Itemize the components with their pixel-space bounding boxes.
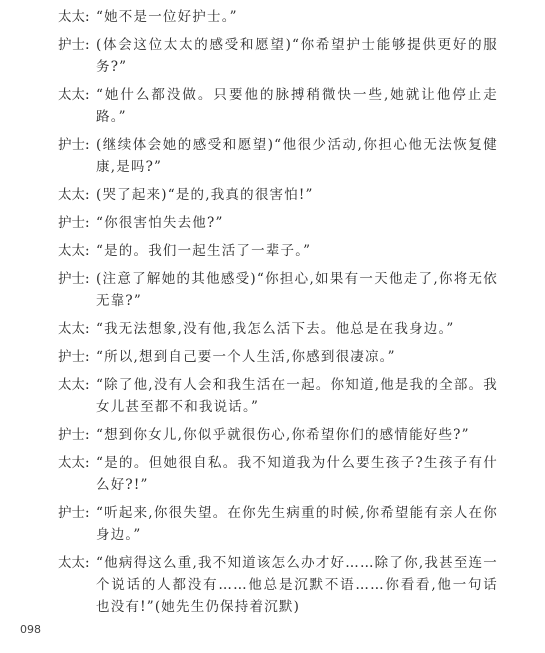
speech-text: (体会这位太太的感受和愿望)“你希望护士能够提供更好的服务?” xyxy=(96,37,498,75)
dialogue-turn xyxy=(58,502,498,546)
speech-text: (哭了起来)“是的,我真的很害怕!” xyxy=(96,187,314,203)
dialogue xyxy=(58,6,498,624)
speaker-label: 护士: xyxy=(58,427,90,443)
dialogue-turn xyxy=(58,240,498,262)
dialogue-turn xyxy=(58,552,498,618)
speaker-label: 护士: xyxy=(58,215,90,231)
dialogue-turn xyxy=(58,212,498,234)
speaker-label: 太太: xyxy=(58,9,90,25)
dialogue-turn xyxy=(58,318,498,340)
speech-text: (注意了解她的其他感受)“你担心,如果有一天他走了,你将无依无靠?” xyxy=(96,271,498,309)
speaker-label: 太太: xyxy=(58,187,90,203)
speech-text: “我无法想象,没有他,我怎么活下去。他总是在我身边。” xyxy=(96,321,455,337)
speaker-label: 护士: xyxy=(58,271,90,287)
speaker-label: 太太: xyxy=(58,455,90,471)
dialogue-turn xyxy=(58,134,498,178)
speech-text: “是的。但她很自私。我不知道我为什么要生孩子?生孩子有什么好?!” xyxy=(96,455,498,493)
speaker-label: 护士: xyxy=(58,349,90,365)
speaker-label: 太太: xyxy=(58,87,90,103)
dialogue-turn xyxy=(58,34,498,78)
dialogue-turn xyxy=(58,424,498,446)
speaker-label: 太太: xyxy=(58,321,90,337)
dialogue-turn xyxy=(58,6,498,28)
speaker-label: 太太: xyxy=(58,243,90,259)
speech-text: “她不是一位好护士。” xyxy=(96,9,238,25)
dialogue-turn xyxy=(58,268,498,312)
speaker-label: 太太: xyxy=(58,555,90,571)
speech-text: “想到你女儿,你似乎就很伤心,你希望你们的感情能好些?” xyxy=(96,427,470,443)
speech-text: “所以,想到自己要一个人生活,你感到很凄凉。” xyxy=(96,349,396,365)
dialogue-turn xyxy=(58,346,498,368)
speech-text: “除了他,没有人会和我生活在一起。你知道,他是我的全部。我女儿甚至都不和我说话。” xyxy=(96,377,498,415)
speaker-label: 护士: xyxy=(58,137,90,153)
dialogue-turn xyxy=(58,184,498,206)
speech-text: “他病得这么重,我不知道该怎么办才好……除了你,我甚至连一个说话的人都没有……他总是沉默不语……你看看,他一句话也没有!”(她先生仍保持着沉默) xyxy=(96,555,498,615)
speech-text: (继续体会她的感受和愿望)“他很少活动,你担心他无法恢复健康,是吗?” xyxy=(96,137,498,175)
speaker-label: 太太: xyxy=(58,377,90,393)
dialogue-turn xyxy=(58,452,498,496)
dialogue-turn xyxy=(58,374,498,418)
speaker-label: 护士: xyxy=(58,37,90,53)
speech-text: “你很害怕失去他?” xyxy=(96,215,224,231)
speech-text: “是的。我们一起生活了一辈子。” xyxy=(96,243,312,259)
speech-text: “听起来,你很失望。在你先生病重的时候,你希望能有亲人在你身边。” xyxy=(96,505,498,543)
page-number: 098 xyxy=(20,623,41,636)
speech-text: “她什么都没做。只要他的脉搏稍微快一些,她就让他停止走路。” xyxy=(96,87,498,125)
speaker-label: 护士: xyxy=(58,505,90,521)
dialogue-turn xyxy=(58,84,498,128)
